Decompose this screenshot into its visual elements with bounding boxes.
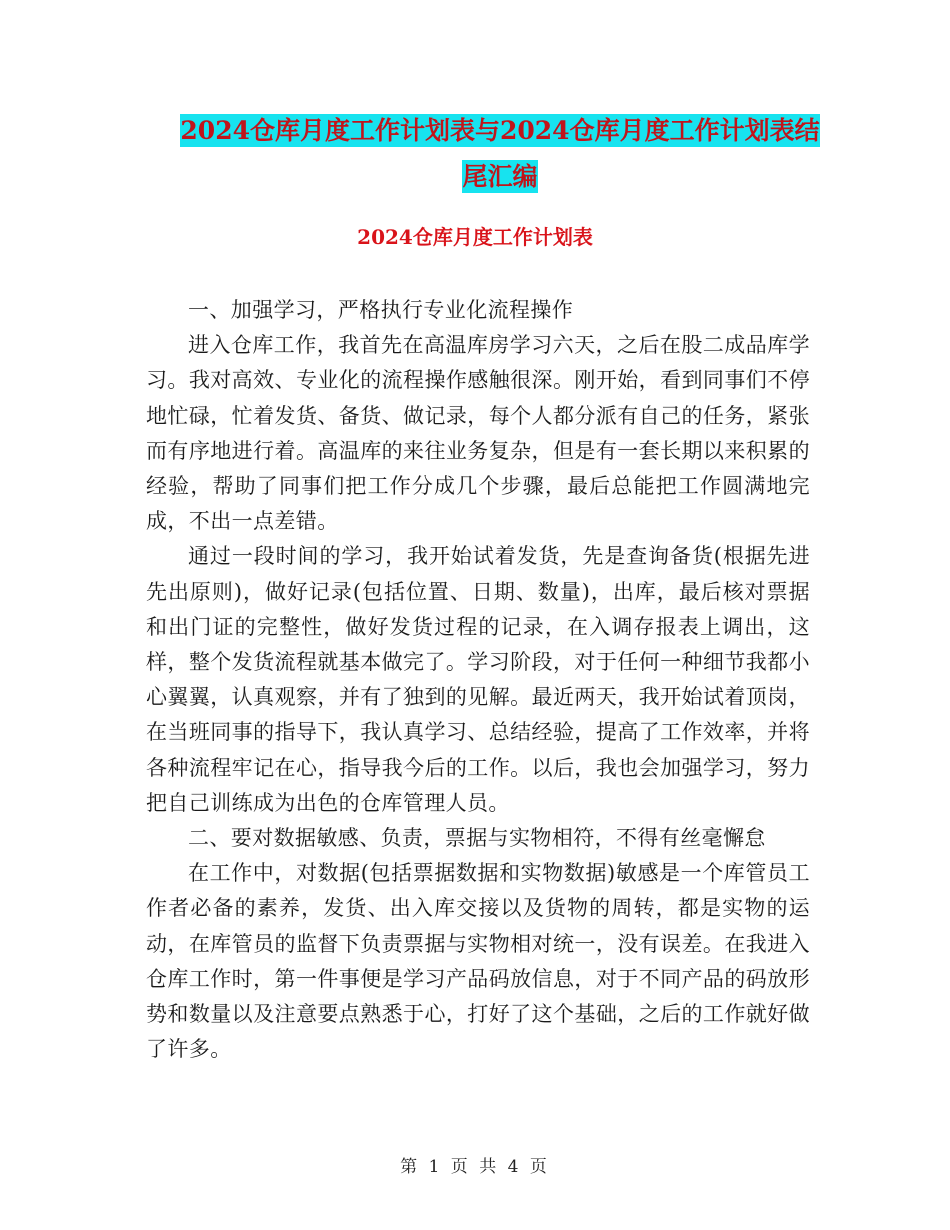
section-title: 2024仓库月度工作计划表 [357,225,593,249]
paragraph: 进入仓库工作，我首先在高温库房学习六天，之后在股二成品库学习。我对高效、专业化的流程操作感触很深。刚开始，看到同事们不停地忙碌，忙着发货、备货、做记录，每个人都分派有自己的任务，紧张而有序地进行着。高温库的来往业务复杂，但是有一套长期以来积累的经验，帮助了同事们把工作分成几个步骤，最后总能把工作圆满地完成，不出一点差错。 [146,333,810,534]
paragraph: 通过一段时间的学习，我开始试着发货，先是查询备货(根据先进先出原则)，做好记录(包括位置、日期、数量)，出库，最后核对票据和出门证的完整性，做好发货过程的记录，在入调存报表上调出，这样，整个发货流程就基本做完了。学习阶段，对于任何一种细节我都小心翼翼，认真观察，并有了独到的见解。最近两天，我开始试着顶岗，在当班同事的指导下，我认真学习、总结经验，提高了工作效率，并将各种流程牢记在心，指导我今后的工作。以后，我也会加强学习，努力把自己训练成为出色的仓库管理人员。 [146,544,810,815]
section-heading-1: 一、加强学习，严格执行专业化流程操作 [188,298,574,322]
section-heading-2: 二、要对数据敏感、负责，票据与实物相符，不得有丝毫懈怠 [188,826,766,851]
paragraph: 在工作中，对数据(包括票据数据和实物数据)敏感是一个库管员工作者必备的素养，发货、出入库交接以及货物的周转，都是实物的运动，在库管员的监督下负责票据与实物相对统一，没有误差。在我进入仓库工作时，第一件事便是学习产品码放信息，对于不同产品的码放形势和数量以及注意要点熟悉于心，打好了这个基础，之后的工作就好做了许多。 [146,861,810,1062]
document-title [180,108,820,200]
page-number-footer: 第 1 页 共 4 页 [400,1157,550,1177]
document-body [146,293,810,1067]
document-title-text: 2024仓库月度工作计划表与2024仓库月度工作计划表结尾汇编 [180,116,820,191]
